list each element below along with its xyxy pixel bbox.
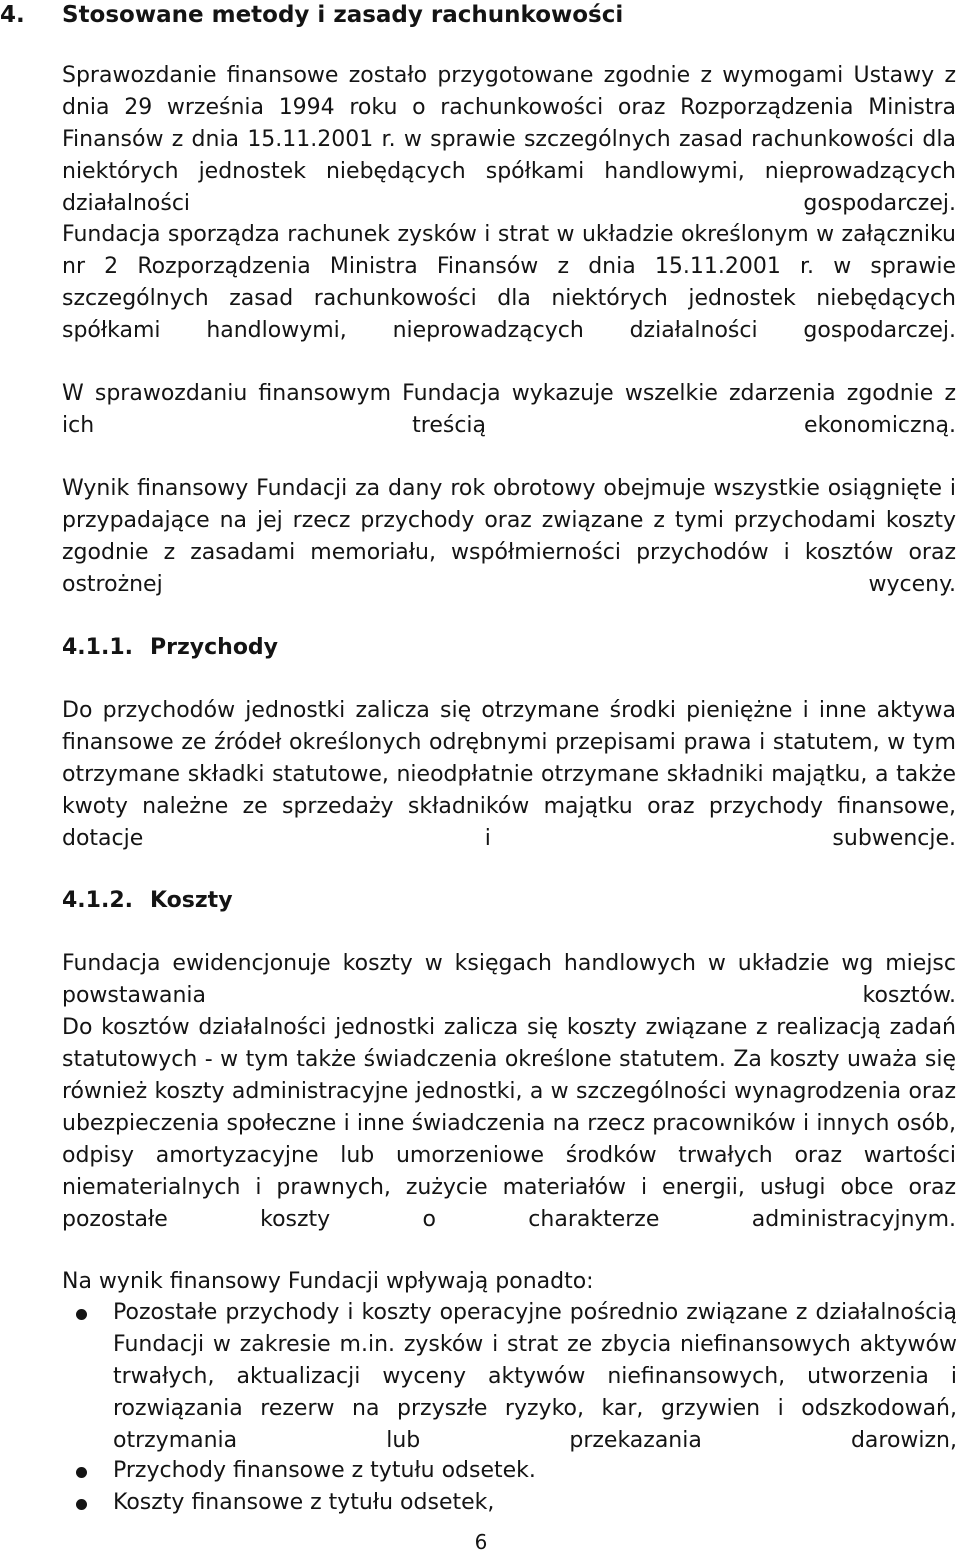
subsection-heading-przychody (62, 633, 278, 663)
section-number: 4. (0, 2, 25, 28)
subsection-heading-koszty (62, 886, 233, 916)
paragraph-wynik-intro (62, 1266, 956, 1298)
paragraph-koszty-ewidencja (62, 948, 956, 1012)
bullet-icon (76, 1499, 87, 1510)
section-title: Stosowane metody i zasady rachunkowości (62, 2, 624, 28)
paragraph-wynik-intro-text: Na wynik finansowy Fundacji wpływają ponadto: (62, 1269, 594, 1294)
bullet-icon (76, 1309, 87, 1320)
subsection-title: Koszty (150, 888, 233, 913)
bullet-icon (76, 1467, 87, 1478)
paragraph-legal-basis (62, 60, 956, 220)
paragraph-koszty-ewidencja-text: Fundacja ewidencjonuje koszty w księgach handlowych w układzie wg miejsc powstawania kosztów. (62, 951, 956, 1008)
list-item-text-content: Pozostałe przychody i koszty operacyjne pośrednio związane z działalnością Fundacji w zakresie m.in. zysków i strat ze zbycia niefinansowych aktywów trwałych, aktualizacji wyceny aktywów niefinansowych, utworzenia i rozwiązania rezerw na przyszłe ryzyko, kar, grzywien i odszkodowań, otrzymania lub przekazania darowizn, (113, 1300, 957, 1453)
paragraph-przychody (62, 695, 956, 855)
paragraph-income-statement (62, 219, 956, 347)
paragraph-financial-result (62, 473, 956, 601)
paragraph-income-statement-text: Fundacja sporządza rachunek zysków i strat w układzie określonym w załączniku nr 2 Rozporządzenia Ministra Finansów z dnia 15.11.2001 r. w sprawie szczególnych zasad rachunkowości dla niektórych jednostek niebędących spółkami handlowymi, nieprowadzących działalności gospodarczej. (62, 222, 956, 343)
bullet-list (0, 1297, 960, 1519)
page-number: 6 (474, 1530, 488, 1554)
subsection-number: 4.1.1. (62, 635, 133, 660)
list-item (0, 1455, 960, 1487)
subsection-number: 4.1.2. (62, 888, 133, 913)
list-item (0, 1297, 960, 1455)
paragraph-financial-result-text: Wynik finansowy Fundacji za dany rok obrotowy obejmuje wszystkie osiągnięte i przypadające na jej rzecz przychody oraz związane z tymi przychodami koszty zgodnie z zasadami memoriału, współmierności przychodów i kosztów oraz ostrożnej wyceny. (62, 476, 956, 597)
list-item-text: Koszty finansowe z tytułu odsetek, (113, 1490, 495, 1515)
list-item-text: Przychody finansowe z tytułu odsetek. (113, 1458, 536, 1483)
paragraph-koszty-dzialalnosci (62, 1012, 956, 1236)
subsection-title: Przychody (150, 635, 279, 660)
list-item (0, 1487, 960, 1519)
paragraph-legal-basis-text: Sprawozdanie finansowe zostało przygotowane zgodnie z wymogami Ustawy z dnia 29 września 1994 roku o rachunkowości oraz Rozporządzenia Ministra Finansów z dnia 15.11.2001 r. w sprawie szczególnych zasad rachunkowości dla niektórych jednostek niebędących spółkami handlowymi, nieprowadzących działalności gospodarczej. (62, 63, 956, 216)
list-item-text (113, 1297, 957, 1457)
paragraph-przychody-text: Do przychodów jednostki zalicza się otrzymane środki pieniężne i inne aktywa finansowe ze źródeł określonych odrębnymi przepisami prawa i statutem, w tym otrzymane składki statutowe, nieodpłatnie otrzymane składniki majątku, a także kwoty należne ze sprzedaży składników majątku oraz przychody finansowe, dotacje i subwencje. (62, 698, 956, 851)
paragraph-koszty-dzialalnosci-text: Do kosztów działalności jednostki zalicza się koszty związane z realizacją zadań statutowych - w tym także świadczenia określone statutem. Za koszty uważa się również koszty administracyjne jednostki, a w szczególności wynagrodzenia oraz ubezpieczenia społeczne i inne świadczenia na rzecz pracowników i innych osób, odpisy amortyzacyjne lub umorzeniowe środków trwałych oraz wartości niematerialnych i prawnych, zużycie materiałów i energii, usługi obce oraz pozostałe koszty o charakterze administracyjnym. (62, 1015, 956, 1232)
paragraph-economic-substance (62, 378, 956, 442)
paragraph-economic-substance-text: W sprawozdaniu finansowym Fundacja wykazuje wszelkie zdarzenia zgodnie z ich treścią ekonomiczną. (62, 381, 956, 438)
